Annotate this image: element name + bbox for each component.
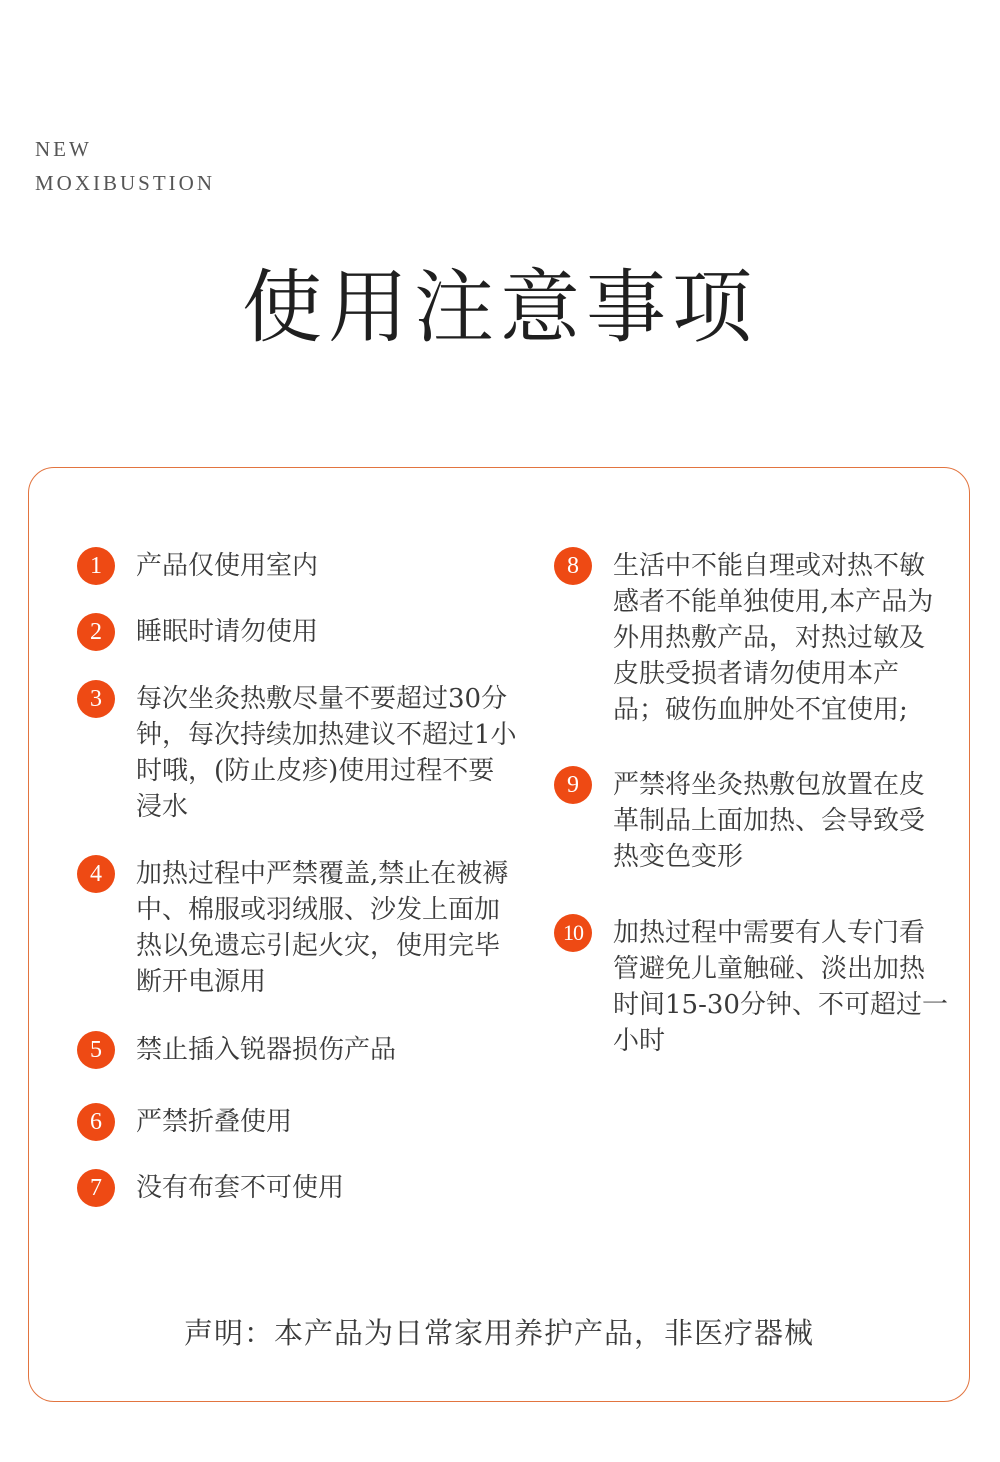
note-text: 产品仅使用室内: [136, 551, 319, 581]
note-text: 睡眠时请勿使用: [136, 617, 319, 647]
note-item-3: [77, 681, 517, 825]
brand-line-moxibustion: MOXIBUSTION: [35, 171, 215, 195]
note-number-badge: 6: [77, 1103, 115, 1141]
note-item-5: [77, 1032, 517, 1068]
disclaimer-text: 声明：本产品为日常家用养护产品，非医疗器械: [183, 1316, 814, 1350]
note-number-badge: 10: [554, 914, 592, 952]
note-text: 生活中不能自理或对热不敏感者不能单独使用,本产品为外用热敷产品，对热过敏及皮肤受损者请勿使用本产品；破伤血肿处不宜使用;: [613, 551, 934, 725]
note-text: 没有布套不可使用: [136, 1173, 345, 1203]
note-number-badge: 9: [554, 766, 592, 804]
note-item-2: [77, 614, 517, 650]
note-text: 禁止插入锐器损伤产品: [136, 1035, 397, 1065]
note-item-4: [77, 856, 517, 1000]
note-number-badge: 8: [554, 547, 592, 585]
notes-column-right: [554, 548, 949, 1059]
note-text: 严禁折叠使用: [136, 1107, 293, 1137]
note-text: 加热过程中需要有人专门看管避免儿童触碰、淡出加热时间15-30分钟、不可超过一小时: [613, 918, 948, 1056]
note-number-badge: 7: [77, 1169, 115, 1207]
page-title: 使用注意事项: [242, 261, 758, 354]
notes-panel: [28, 467, 970, 1402]
note-text: 严禁将坐灸热敷包放置在皮革制品上面加热、会导致受热变色变形: [613, 770, 926, 872]
note-number-badge: 5: [77, 1031, 115, 1069]
notes-column-left: [77, 548, 517, 1206]
note-item-1: [77, 548, 517, 584]
note-text: 加热过程中严禁覆盖,禁止在被褥中、棉服或羽绒服、沙发上面加热以免遗忘引起火灾，使用完毕断开电源用: [136, 859, 509, 997]
brand-line-new: NEW: [35, 137, 92, 161]
note-number-badge: 2: [77, 613, 115, 651]
note-item-6: [77, 1104, 517, 1140]
note-item-9: [554, 767, 949, 875]
note-item-10: [554, 915, 949, 1059]
note-number-badge: 1: [77, 547, 115, 585]
brand-label: [35, 132, 215, 200]
note-number-badge: 4: [77, 855, 115, 893]
note-text: 每次坐灸热敷尽量不要超过30分钟，每次持续加热建议不超过1小时哦，(防止皮疹)使用过程不要浸水: [136, 684, 517, 822]
note-item-7: [77, 1170, 517, 1206]
note-number-badge: 3: [77, 680, 115, 718]
note-item-8: [554, 548, 949, 728]
